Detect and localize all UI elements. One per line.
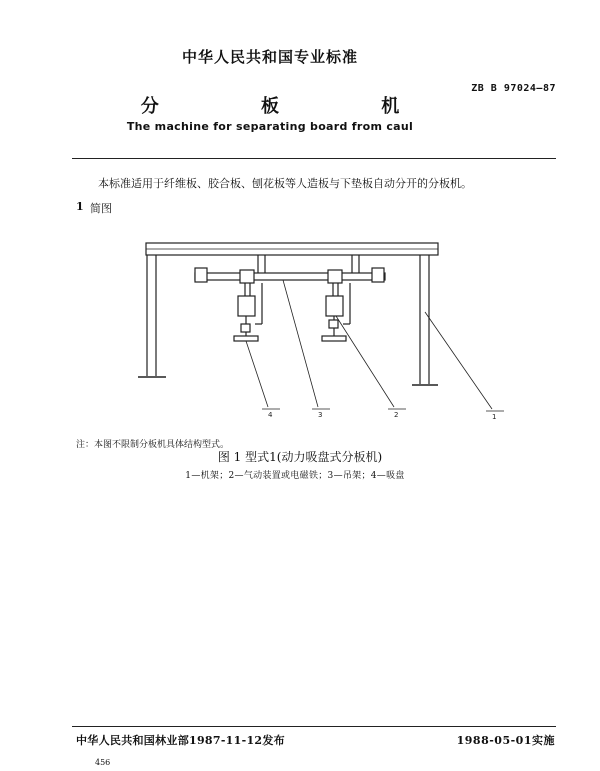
callout-1: 1: [492, 413, 497, 421]
actuator-left: [238, 296, 255, 316]
leader-2: [336, 316, 394, 407]
publisher-line: 中华人民共和国林业部1987-11-12发布: [76, 734, 285, 747]
callout-3: 3: [318, 411, 323, 419]
figure-caption: 图 1 型式1(动力吸盘式分板机): [217, 450, 383, 464]
figure-legend: 1—机架；2—气动装置或电磁铁；3—吊架；4—吸盘: [185, 471, 405, 481]
standard-code: ZB B 97024—87: [471, 83, 556, 94]
leader-3: [283, 280, 318, 407]
standard-header: 中华人民共和国专业标准: [181, 48, 358, 66]
callout-2: 2: [394, 411, 399, 419]
actuator-right: [326, 296, 343, 316]
suction-cup-right: [322, 336, 346, 341]
suction-cup-left: [234, 336, 258, 341]
chinese-title: 分 板 机: [140, 96, 430, 117]
section-title: 简图: [90, 202, 112, 215]
callout-4: 4: [268, 411, 273, 419]
hanger-rail: [195, 273, 385, 280]
english-title: The machine for separating board from caul: [126, 120, 414, 133]
effective-date: 1988-05-01实施: [456, 734, 555, 747]
bottom-rule: [72, 726, 556, 727]
figure-note: 注：本图不限制分板机具体结构型式。: [76, 440, 230, 450]
leader-4: [246, 341, 268, 407]
page-number: 456: [95, 758, 111, 767]
section-number: 1: [76, 200, 84, 213]
leader-1: [425, 312, 492, 409]
intro-paragraph: 本标准适用于纤维板、胶合板、刨花板等人造板与下垫板自动分开的分板机。: [98, 177, 472, 190]
